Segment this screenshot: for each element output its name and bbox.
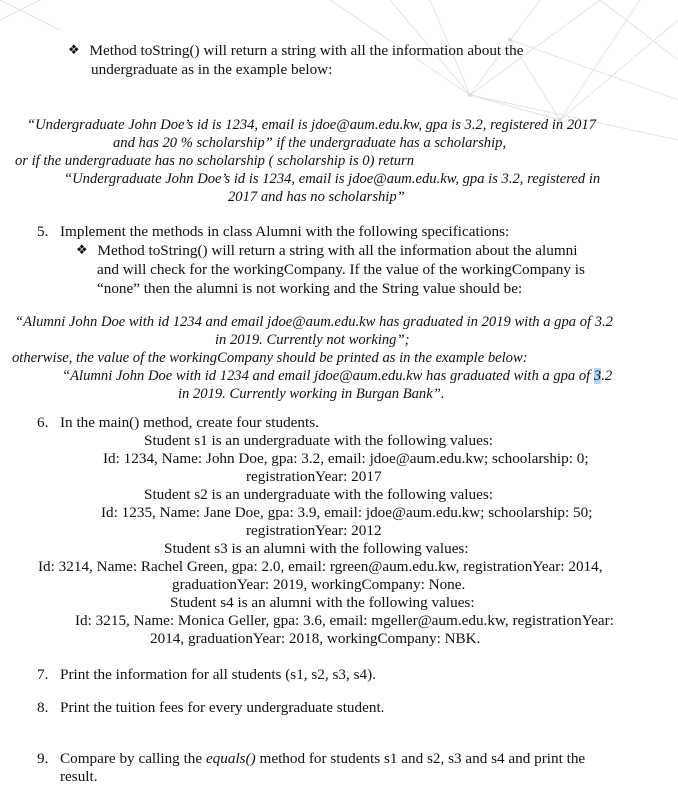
alumni-example-line-3: otherwise, the value of the workingCompany should be printed as in the example below: xyxy=(12,350,528,366)
item-5-bullet-line-1: ❖ Method toString() will return a string with all the information about the alumni xyxy=(76,242,578,259)
item-5-number: 5. xyxy=(37,223,49,240)
intro-text-1: Method toString() will return a string with all the information about the xyxy=(89,42,524,59)
ug-example-line-4: “Undergraduate John Doe’s id is 1234, email is jdoe@aum.edu.kw, gpa is 3.2, registered in xyxy=(64,171,601,187)
ug-example-line-3: or if the undergraduate has no scholarship ( scholarship is 0) return xyxy=(15,153,415,169)
student-s2-intro: Student s2 is an undergraduate with the following values: xyxy=(144,486,493,503)
student-s1-values-1: Id: 1234, Name: John Doe, gpa: 3.2, email: jdoe@aum.edu.kw; schoolarship: 0; xyxy=(103,450,589,467)
diamond-bullet-icon: ❖ xyxy=(68,42,80,57)
ug-example-line-2: and has 20 % scholarship” if the undergraduate has a scholarship, xyxy=(113,135,507,151)
alumni-example-line-1: “Alumni John Doe with id 1234 and email jdoe@aum.edu.kw has graduated in 2019 with a gpa of 3.2 xyxy=(15,314,613,330)
student-s3-values-2: graduationYear: 2019, workingCompany: None. xyxy=(172,576,466,593)
item-6-number: 6. xyxy=(37,414,49,431)
item-5-bullet-line-3: “none” then the alumni is not working and the String value should be: xyxy=(97,280,523,297)
alumni-example-line-5: in 2019. Currently working in Burgan Bank”. xyxy=(178,386,445,402)
student-s3-values-1: Id: 3214, Name: Rachel Green, gpa: 2.0, email: rgreen@aum.edu.kw, registrationYear: 2014, xyxy=(38,558,603,575)
student-s2-values-2: registrationYear: 2012 xyxy=(246,522,382,539)
item-8-text: Print the tuition fees for every undergraduate student. xyxy=(60,699,385,716)
student-s4-intro: Student s4 is an alumni with the following values: xyxy=(170,594,475,611)
ug-example-line-1: “Undergraduate John Doe’s id is 1234, email is jdoe@aum.edu.kw, gpa is 3.2, registered in 2017 xyxy=(27,117,597,133)
student-s3-intro: Student s3 is an alumni with the following values: xyxy=(164,540,469,557)
diamond-bullet-icon: ❖ xyxy=(76,242,88,257)
student-s4-values-2: 2014, graduationYear: 2018, workingCompany: NBK. xyxy=(150,630,481,647)
equals-method-name: equals() xyxy=(205,750,256,767)
item-5-bullet-line-2: and will check for the workingCompany. If the value of the workingCompany is xyxy=(97,261,585,278)
intro-bullet-line-1 xyxy=(68,42,523,60)
item-7-text: Print the information for all students (s1, s2, s3, s4). xyxy=(60,666,376,683)
item-5-text: Implement the methods in class Alumni with the following specifications: xyxy=(60,223,510,240)
ug-example-line-5: 2017 and has no scholarship” xyxy=(228,189,405,205)
item-8-number: 8. xyxy=(37,699,49,716)
item-7-number: 7. xyxy=(37,666,49,683)
student-s1-values-2: registrationYear: 2017 xyxy=(246,468,382,485)
alumni-example-line-2: in 2019. Currently not working”; xyxy=(215,332,410,348)
student-s2-values-1: Id: 1235, Name: Jane Doe, gpa: 3.9, email: jdoe@aum.edu.kw; schoolarship: 50; xyxy=(101,504,593,521)
alumni-example-line-4: “Alumni John Doe with id 1234 and email jdoe@aum.edu.kw has graduated with a gpa of 3.2 xyxy=(62,368,613,384)
item-9-number: 9. xyxy=(37,750,49,767)
item-9-text: Compare by calling the equals() method for students s1 and s2, s3 and s4 and print the xyxy=(60,750,586,767)
item-9-text-2: result. xyxy=(60,768,98,785)
student-s1-intro: Student s1 is an undergraduate with the following values: xyxy=(144,432,493,449)
intro-text-2: undergraduate as in the example below: xyxy=(91,61,333,78)
student-s4-values-1: Id: 3215, Name: Monica Geller, gpa: 3.6, email: mgeller@aum.edu.kw, registrationYear: xyxy=(75,612,614,629)
text-selection-highlight[interactable]: 3 xyxy=(593,368,602,384)
item-6-text: In the main() method, create four students. xyxy=(60,414,319,431)
